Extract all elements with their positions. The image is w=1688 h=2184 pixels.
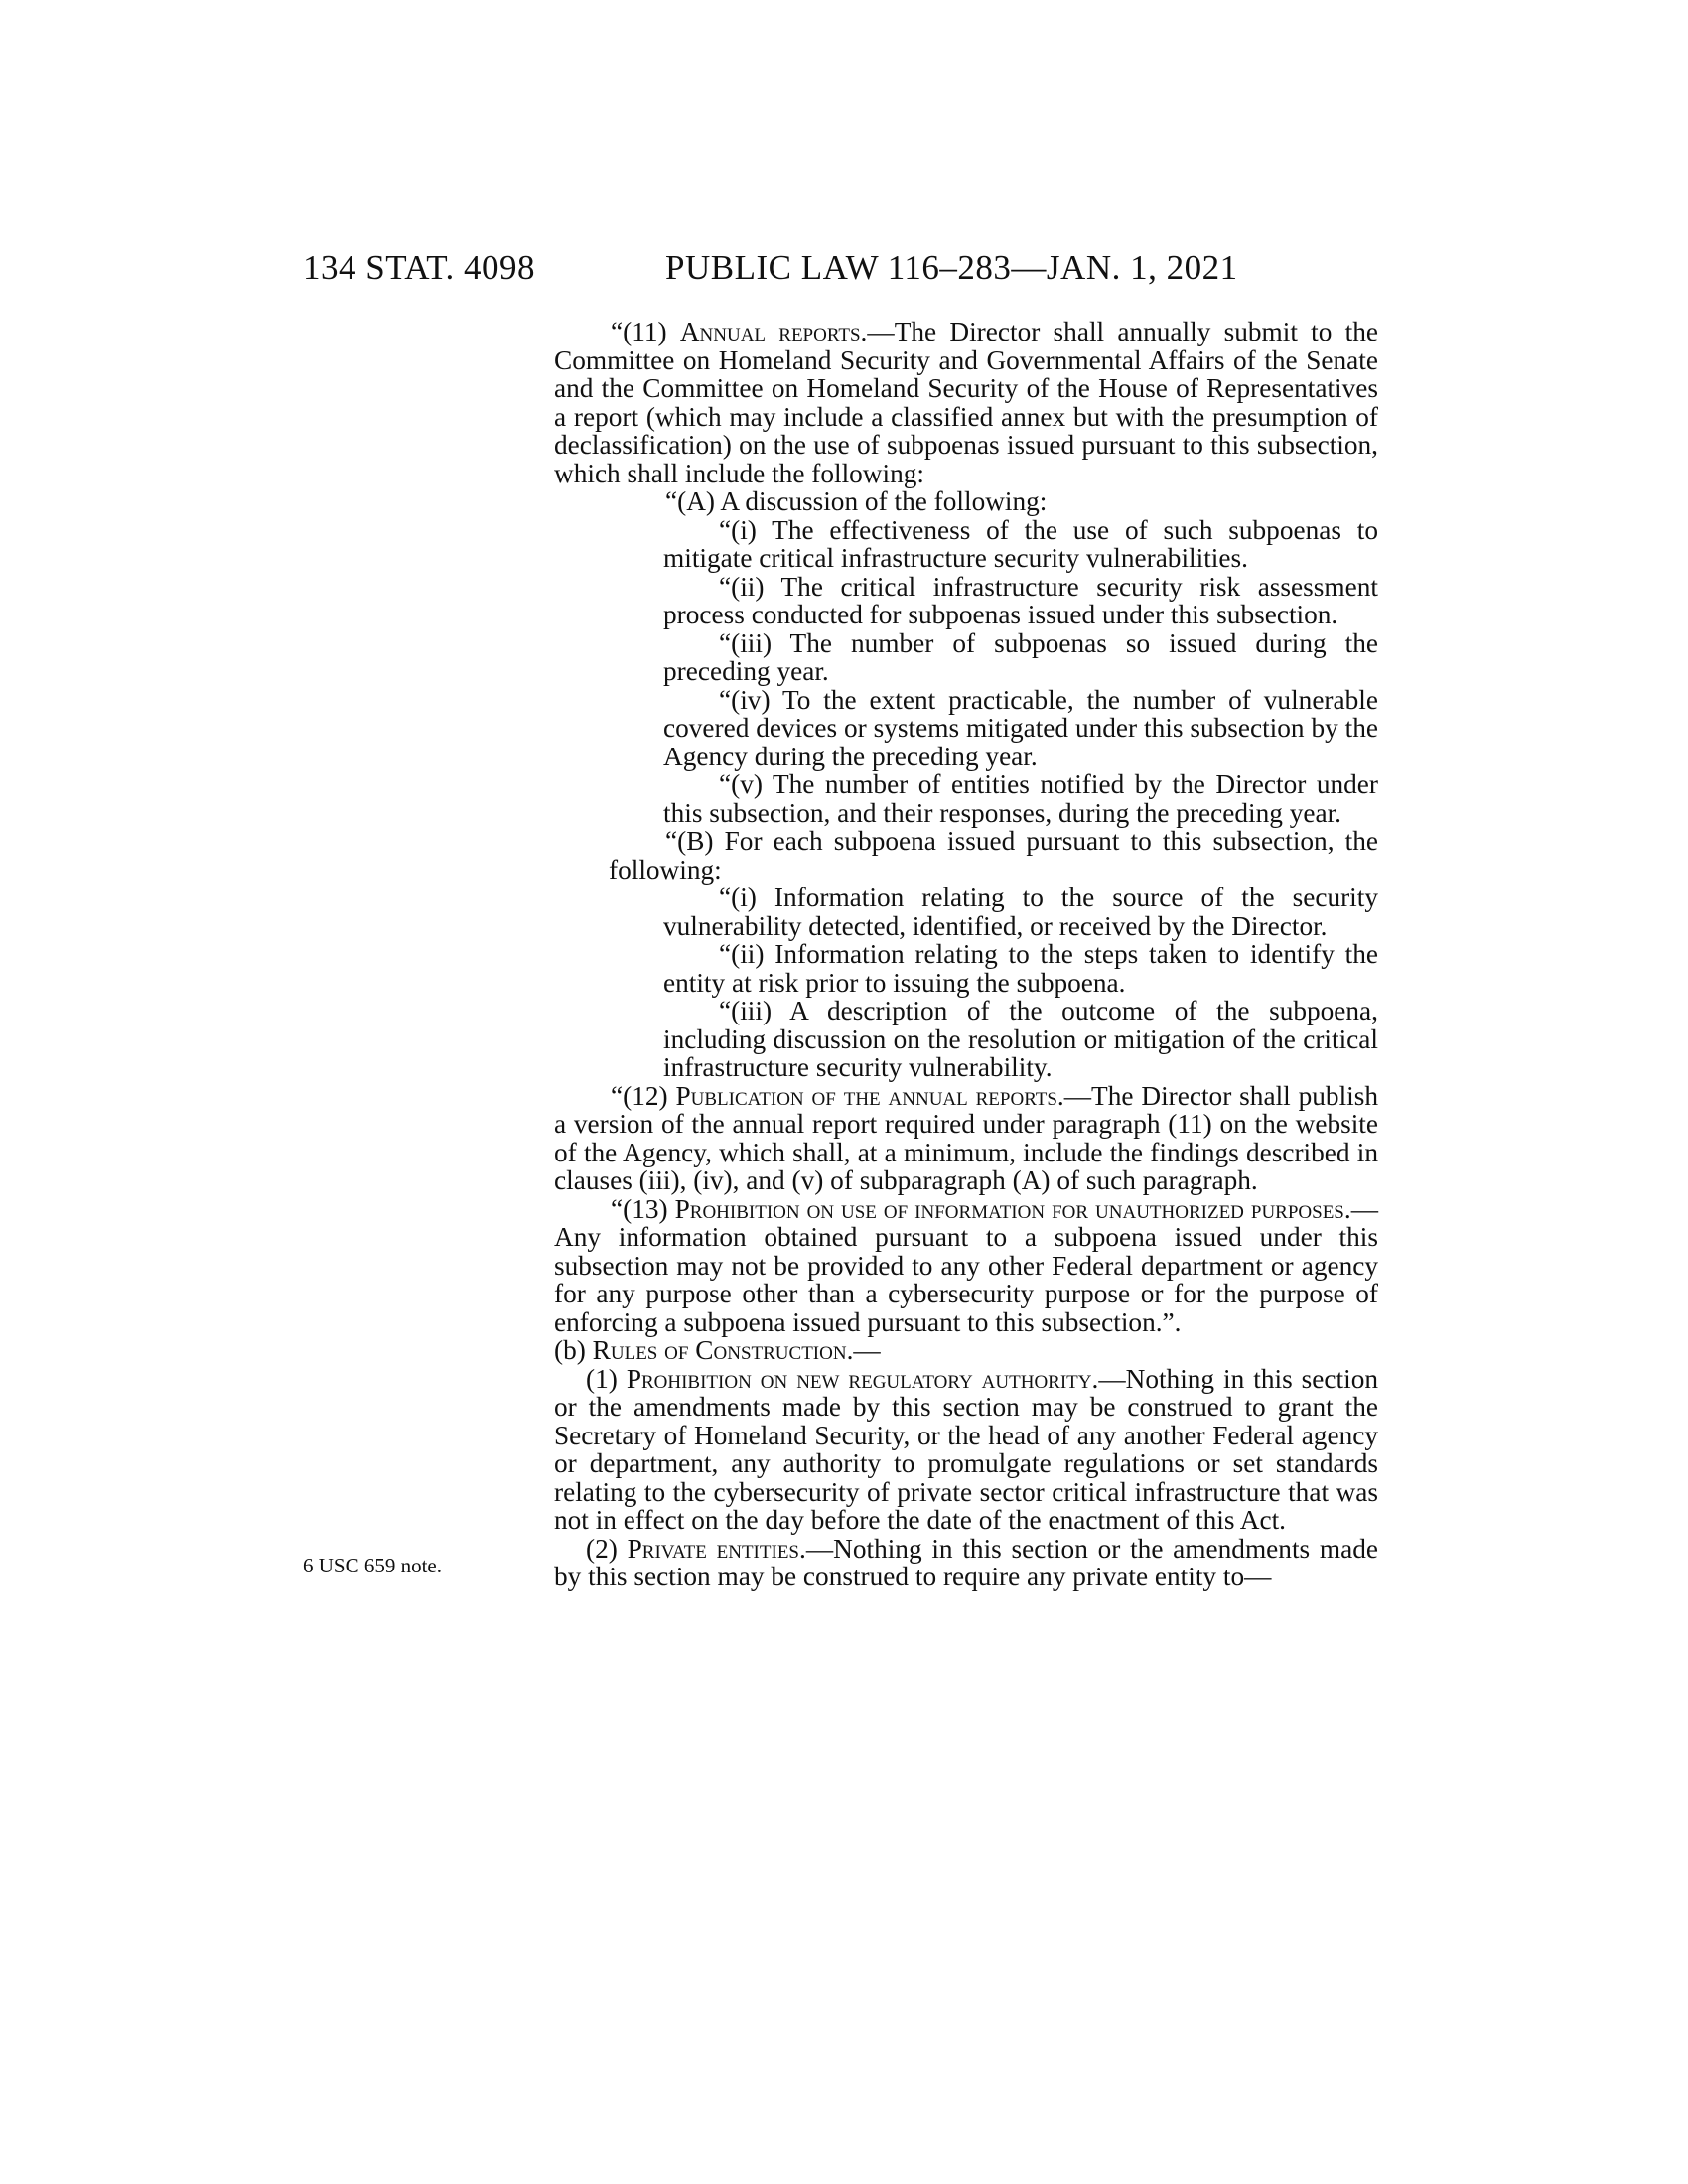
paragraph-11: “(11) Annual reports.—The Director shall annually submit to the Committee on Homeland Security and Governmental Affairs of the Senate and the Committee on Homeland Security of the House of Representatives a report (which may include a classified annex but with the presumption of declassification) on the use of subpoenas issued pursuant to this subsection, which shall include the following: xyxy=(554,317,1379,488)
paragraph-11-heading: Annual reports. xyxy=(679,317,868,346)
subparagraph-a xyxy=(554,487,1378,1082)
subparagraph-b-text: “(B) For each subpoena issued pursuant to this subsection, the following: xyxy=(609,826,1378,885)
clause-a-iv: “(iv) To the extent practicable, the number of vulnerable covered devices or systems mitigated under this subsection by the Agency during the preceding year. xyxy=(663,684,1378,771)
subparagraph-a-clauses xyxy=(609,516,1378,828)
paragraph-13-heading: Prohibition on use of information for unauthorized purposes. xyxy=(674,1193,1351,1224)
clause-a-iii: “(iii) The number of subpoenas so issued during the preceding year. xyxy=(663,627,1378,686)
paragraph-12-heading: Publication of the annual reports. xyxy=(675,1080,1064,1111)
subparagraph-a-text: “(A) A discussion of the following: xyxy=(665,486,1048,516)
clause-b-iii: “(iii) A description of the outcome of the subpoena, including discussion on the resolution or mitigation of the critical infrastructure security vulnerability. xyxy=(663,996,1378,1082)
paragraph-12: “(12) Publication of the annual reports.—The Director shall publish a version of the annual report required under paragraph (11) on the website of the Agency, which shall, at a minimum, include the findings described in clauses (iii), (iv), and (v) of subparagraph (A) of such paragraph. xyxy=(554,1080,1379,1195)
clause-a-v: “(v) The number of entities notified by the Director under this subsection, and their responses, during the preceding year. xyxy=(663,769,1378,828)
subsection-b-paragraph-1: (1) Prohibition on new regulatory authority.—Nothing in this section or the amendments made by this section may be construed to grant the Secretary of Homeland Security, or the head of any another Federal agency or department, any authority to promulgate regulations or set standards relating to the cybersecurity of private sector critical infrastructure that was not in effect on the day before the date of the enactment of this Act. xyxy=(554,1363,1378,1535)
document-body xyxy=(554,318,1378,1591)
subparagraph-b-clauses xyxy=(609,884,1378,1082)
b1-heading: Prohibition on new regulatory authority. xyxy=(626,1363,1099,1394)
margin-citation-note: 6 USC 659 note. xyxy=(303,1554,443,1577)
clause-b-ii: “(ii) Information relating to the steps taken to identify the entity at risk prior to issuing the subpoena. xyxy=(663,939,1378,998)
running-header-title: PUBLIC LAW 116–283—JAN. 1, 2021 xyxy=(665,248,1238,287)
clause-a-i: “(i) The effectiveness of the use of such subpoenas to mitigate critical infrastructure security vulnerabilities. xyxy=(663,514,1378,573)
paragraph-13: “(13) Prohibition on use of information for unauthorized purposes.—Any information obtained pursuant to a subpoena issued under this subsection may not be provided to any other Federal department or agency for any purpose other than a cybersecurity purpose or for the purpose of enforcing a subpoena issued pursuant to this subsection.”. xyxy=(554,1193,1378,1337)
subsection-b-paragraph-2: (2) Private entities.—Nothing in this section or the amendments made by this section may be construed to require any private entity to— xyxy=(554,1533,1379,1591)
clause-b-i: “(i) Information relating to the source of the security vulnerability detected, identified, or received by the Director. xyxy=(663,883,1378,941)
b2-heading: Private entities. xyxy=(627,1533,806,1564)
clause-a-ii: “(ii) The critical infrastructure security risk assessment process conducted for subpoenas issued under this subsection. xyxy=(663,571,1378,629)
stat-page-number: 134 STAT. 4098 xyxy=(303,248,535,287)
subsection-b-heading: (b) Rules of Construction.— xyxy=(554,1335,881,1365)
